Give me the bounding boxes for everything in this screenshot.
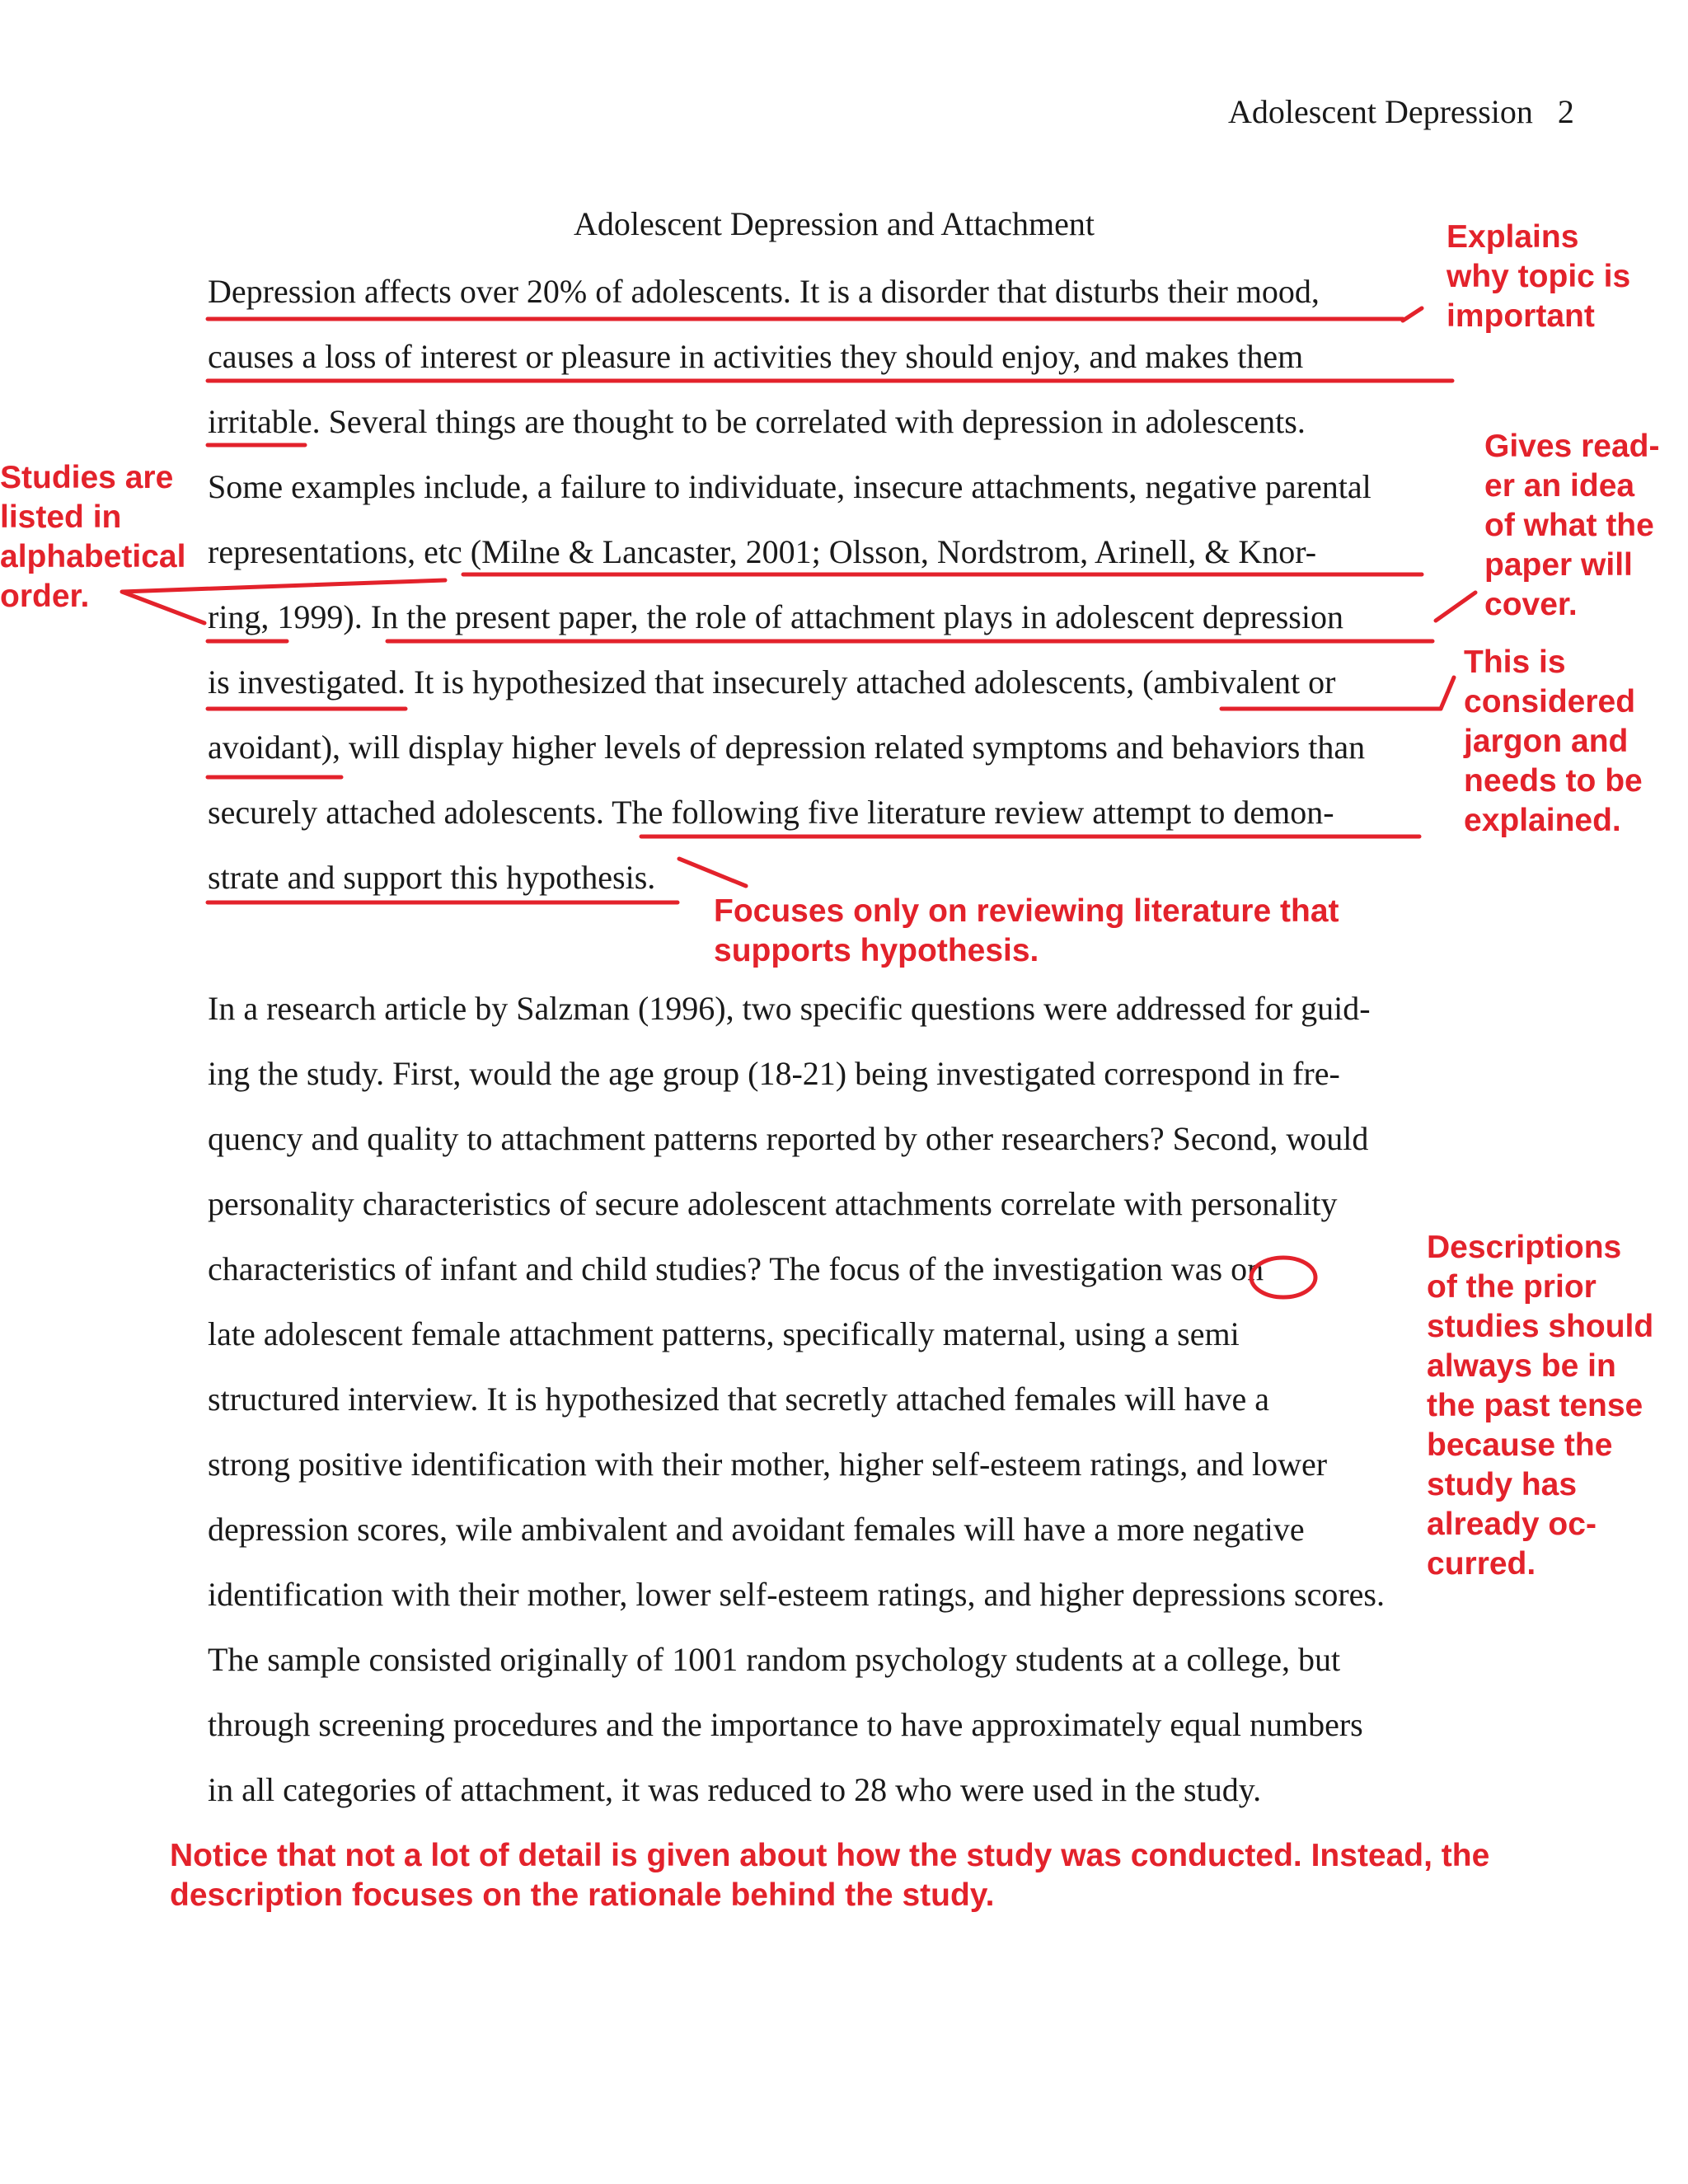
text-line: identification with their mother, lower self-esteem ratings, and higher depressions scores. [208,1576,1385,1613]
text-line: is investigated. It is hypothesized that insecurely attached adolescents, (ambivalent or [208,663,1336,701]
text-line: characteristics of infant and child studies? The focus of the investigation was on [208,1250,1264,1287]
annotation-line: paper will [1484,547,1633,583]
text-line: The sample consisted originally of 1001 random psychology students at a college, but [208,1641,1341,1678]
annotation-line: supports hypothesis. [714,933,1039,968]
text-line: strong positive identification with their mother, higher self-esteem ratings, and lower [208,1446,1328,1483]
paper-title [0,204,1688,243]
annotation-line: because the [1427,1427,1613,1463]
annotation-line: er an idea [1484,468,1635,504]
text-line: ing the study. First, would the age group (18-21) being investigated correspond in fre- [208,1055,1340,1092]
annotation-line: considered [1464,684,1636,719]
pointer-stroke [679,859,746,886]
text-line: structured interview. It is hypothesized that secretly attached females will have a [208,1380,1270,1418]
page-number: 2 [1557,93,1574,130]
annotation-line: study has [1427,1467,1578,1502]
text-line: quency and quality to attachment patterns reported by other researchers? Second, would [208,1120,1369,1157]
annotation-topic-importance [1447,218,1630,336]
annotation-line: cover. [1484,587,1578,622]
annotation-line: Studies are [0,460,174,495]
text-line: Depression affects over 20% of adolescents. It is a disorder that disturbs their mood, [208,273,1320,310]
annotation-alphabetical-order [0,458,185,616]
text-line: In a research article by Salzman (1996), two specific questions were addressed for guid- [208,990,1371,1027]
annotation-line: Explains [1447,219,1579,255]
pointer-stroke [1403,308,1422,321]
text-line: depression scores, wile ambivalent and avoidant females will have a more negative [208,1511,1305,1548]
paper-title-text: Adolescent Depression and Attachment [573,205,1095,242]
annotation-line: Descriptions [1427,1230,1622,1265]
text-line: ring, 1999). In the present paper, the role of attachment plays in adolescent depression [208,598,1343,635]
text-line: causes a loss of interest or pleasure in activities they should enjoy, and makes them [208,338,1304,375]
annotation-focuses-literature [714,892,1339,971]
text-line: representations, etc (Milne & Lancaster, 2001; Olsson, Nordstrom, Arinell, & Knor- [208,533,1317,570]
annotation-line: listed in [0,499,122,535]
pointer-stroke [1441,677,1454,709]
annotation-notice-rationale [170,1836,1489,1915]
annotation-line: alphabetical [0,539,186,574]
text-line: irritable. Several things are thought to be correlated with depression in adolescents. [208,403,1306,440]
annotation-line: important [1447,298,1595,334]
annotation-line: why topic is [1447,259,1631,294]
annotation-line: already oc- [1427,1507,1597,1542]
annotation-line: of what the [1484,508,1654,543]
text-line: avoidant), will display higher levels of depression related symptoms and behaviors than [208,729,1366,766]
text-line: through screening procedures and the importance to have approximately equal numbers [208,1706,1363,1743]
annotation-line: Gives read- [1484,429,1660,464]
text-line: strate and support this hypothesis. [208,859,656,896]
annotation-line: explained. [1464,803,1621,838]
text-line: late adolescent female attachment patterns, specifically maternal, using a semi [208,1315,1240,1352]
annotation-line: studies should [1427,1309,1654,1344]
annotation-line: needs to be [1464,763,1643,799]
text-line: in all categories of attachment, it was reduced to 28 who were used in the study. [208,1771,1262,1808]
running-head [1228,92,1574,131]
pointer-stroke [1436,593,1475,621]
annotation-jargon [1464,643,1643,841]
annotation-line: description focuses on the rationale behind the study. [170,1877,995,1913]
annotation-line: order. [0,579,90,614]
annotation-line: of the prior [1427,1269,1597,1305]
annotation-line: always be in [1427,1348,1616,1384]
text-line: personality characteristics of secure adolescent attachments correlate with personality [208,1185,1338,1222]
text-line: Some examples include, a failure to individuate, insecure attachments, negative parental [208,468,1372,505]
annotation-past-tense [1427,1228,1653,1584]
annotation-line: This is [1464,644,1566,680]
text-line: securely attached adolescents. The following five literature review attempt to demon- [208,794,1334,831]
annotation-line: Focuses only on reviewing literature that [714,893,1339,929]
annotation-line: Notice that not a lot of detail is given about how the study was conducted. Instead, the [170,1838,1490,1873]
annotation-line: the past tense [1427,1388,1643,1423]
annotation-line: jargon and [1464,724,1629,759]
running-head-title: Adolescent Depression [1228,93,1533,130]
annotation-line: curred. [1427,1546,1536,1582]
annotation-reader-overview [1484,427,1659,625]
